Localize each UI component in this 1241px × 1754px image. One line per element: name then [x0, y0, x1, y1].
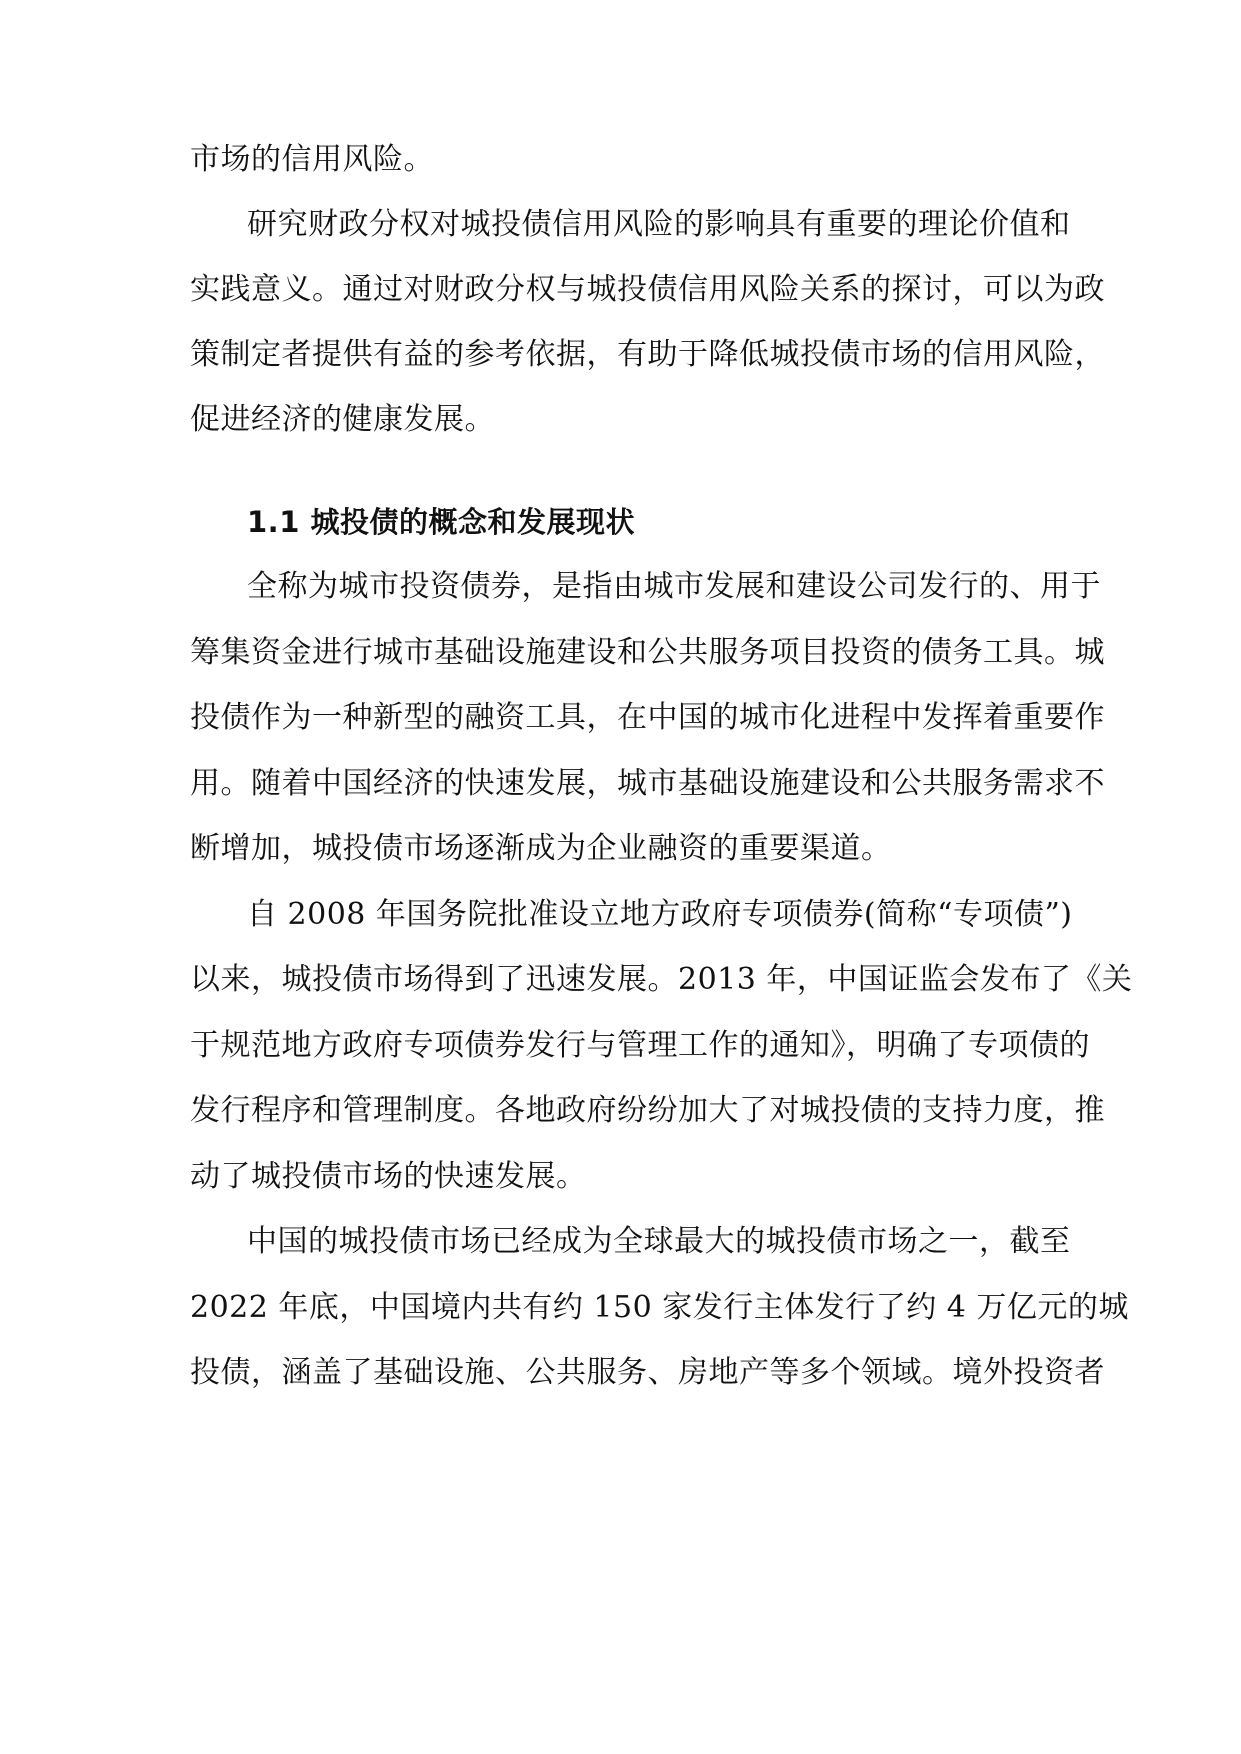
paragraph-line: 筹集资金进行城市基础设施建设和公共服务项目投资的债务工具。城 — [190, 635, 1105, 670]
paragraph-line: 全称为城市投资债券，是指由城市发展和建设公司发行的、用于 — [247, 569, 1101, 604]
paragraph-line: 促进经济的健康发展。 — [190, 402, 495, 437]
paragraph-line: 以来，城投债市场得到了迅速发展。2013 年，中国证监会发布了《关 — [190, 962, 1133, 997]
paragraph-line: 断增加，城投债市场逐渐成为企业融资的重要渠道。 — [190, 831, 892, 866]
section-heading: 1.1 城投债的概念和发展现状 — [247, 505, 635, 539]
paragraph-line: 实践意义。通过对财政分权与城投债信用风险关系的探讨，可以为政 — [190, 272, 1105, 307]
paragraph-line: 投债作为一种新型的融资工具，在中国的城市化进程中发挥着重要作 — [190, 700, 1105, 735]
paragraph-line: 用。随着中国经济的快速发展，城市基础设施建设和公共服务需求不 — [190, 766, 1105, 801]
paragraph-line: 于规范地方政府专项债券发行与管理工作的通知》，明确了专项债的 — [190, 1028, 1090, 1063]
paragraph-line: 市场的信用风险。 — [190, 142, 434, 177]
paragraph-line: 策制定者提供有益的参考依据，有助于降低城投债市场的信用风险， — [190, 337, 1105, 372]
paragraph-line: 中国的城投债市场已经成为全球最大的城投债市场之一，截至 — [247, 1224, 1071, 1259]
paragraph-line: 研究财政分权对城投债信用风险的影响具有重要的理论价值和 — [247, 207, 1071, 242]
paragraph-line: 投债，涵盖了基础设施、公共服务、房地产等多个领域。境外投资者 — [190, 1355, 1105, 1390]
paragraph-line: 2022 年底，中国境内共有约 150 家发行主体发行了约 4 万亿元的城 — [190, 1290, 1129, 1325]
paragraph-line: 动了城投债市场的快速发展。 — [190, 1159, 587, 1194]
paragraph-line: 发行程序和管理制度。各地政府纷纷加大了对城投债的支持力度，推 — [190, 1093, 1105, 1128]
paragraph-line: 自 2008 年国务院批准设立地方政府专项债券(简称“专项债”) — [247, 897, 1073, 932]
